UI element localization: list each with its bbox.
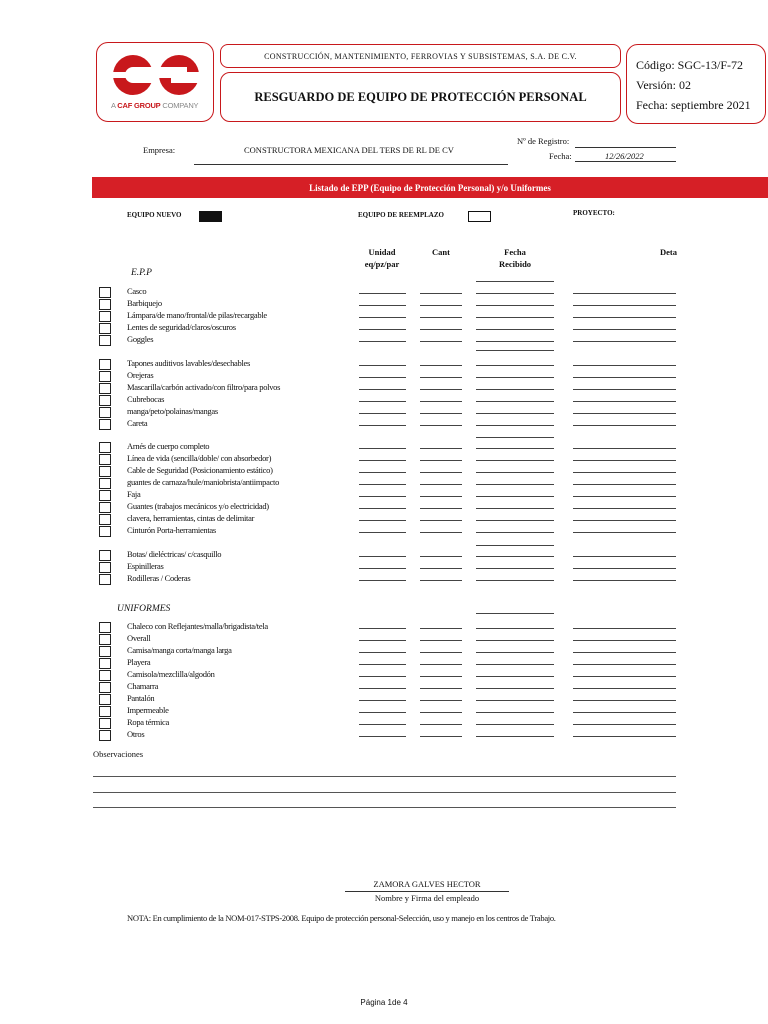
item-field-line[interactable] <box>476 317 554 318</box>
item-field-line[interactable] <box>359 317 406 318</box>
item-field-line[interactable] <box>420 700 462 701</box>
item-label: Overall <box>127 633 151 643</box>
item-label: guantes de carnaza/hule/maniobrista/antiimpacto <box>127 477 280 487</box>
equipo-reemplazo-checkbox[interactable] <box>468 211 491 222</box>
item-field-line[interactable] <box>476 652 554 653</box>
item-field-line[interactable] <box>573 305 676 306</box>
item-field-line[interactable] <box>476 448 554 449</box>
column-cant: Cant <box>432 247 450 257</box>
item-field-line[interactable] <box>359 556 406 557</box>
item-checkbox[interactable] <box>99 419 111 430</box>
registro-label: Nº de Registro: <box>517 136 570 146</box>
item-field-line[interactable] <box>420 532 462 533</box>
column-fecha-line1: Fecha <box>504 247 526 257</box>
item-field-line[interactable] <box>359 448 406 449</box>
item-field-line[interactable] <box>420 389 462 390</box>
item-field-line[interactable] <box>573 688 676 689</box>
item-label: Lámpara/de mano/frontal/de pilas/recargable <box>127 310 267 320</box>
item-field-line[interactable] <box>476 688 554 689</box>
item-label: Rodilleras / Coderas <box>127 573 191 583</box>
item-field-line[interactable] <box>476 508 554 509</box>
item-field-line[interactable] <box>476 724 554 725</box>
equipo-nuevo-checkbox[interactable] <box>199 211 222 222</box>
item-checkbox[interactable] <box>99 730 111 741</box>
item-field-line[interactable] <box>573 532 676 533</box>
item-field-line[interactable] <box>359 640 406 641</box>
item-field-line[interactable] <box>476 350 554 351</box>
item-field-line[interactable] <box>573 736 676 737</box>
item-checkbox[interactable] <box>99 526 111 537</box>
item-field-line[interactable] <box>476 640 554 641</box>
item-label: Cinturón Porta-herramientas <box>127 525 216 535</box>
item-field-line[interactable] <box>420 580 462 581</box>
item-label: Mascarilla/carbón activado/con filtro/para polvos <box>127 382 281 392</box>
empresa-underline <box>194 164 508 165</box>
item-checkbox[interactable] <box>99 718 111 729</box>
item-field-line[interactable] <box>359 365 406 366</box>
registro-underline <box>575 147 676 148</box>
item-checkbox[interactable] <box>99 694 111 705</box>
item-label: Barbiquejo <box>127 298 162 308</box>
item-field-line[interactable] <box>476 613 554 614</box>
item-field-line[interactable] <box>573 448 676 449</box>
item-field-line[interactable] <box>476 377 554 378</box>
item-field-line[interactable] <box>573 724 676 725</box>
item-field-line[interactable] <box>420 305 462 306</box>
item-field-line[interactable] <box>573 484 676 485</box>
item-label: Cable de Seguridad (Posicionamiento estático) <box>127 465 273 475</box>
item-field-line[interactable] <box>476 580 554 581</box>
item-checkbox[interactable] <box>99 442 111 453</box>
item-field-line[interactable] <box>476 401 554 402</box>
empresa-label: Empresa: <box>143 145 176 155</box>
item-field-line[interactable] <box>359 532 406 533</box>
item-field-line[interactable] <box>476 664 554 665</box>
item-checkbox[interactable] <box>99 383 111 394</box>
item-field-line[interactable] <box>573 640 676 641</box>
item-field-line[interactable] <box>420 628 462 629</box>
item-label: Botas/ dieléctricas/ c/casquillo <box>127 549 222 559</box>
item-field-line[interactable] <box>359 724 406 725</box>
item-field-line[interactable] <box>476 556 554 557</box>
item-field-line[interactable] <box>573 676 676 677</box>
item-checkbox[interactable] <box>99 287 111 298</box>
fecha-value[interactable]: 12/26/2022 <box>605 151 644 161</box>
item-field-line[interactable] <box>476 700 554 701</box>
item-field-line[interactable] <box>573 556 676 557</box>
item-field-line[interactable] <box>420 520 462 521</box>
item-field-line[interactable] <box>359 472 406 473</box>
item-field-line[interactable] <box>573 401 676 402</box>
item-field-line[interactable] <box>420 484 462 485</box>
page-number: Página 1de 4 <box>360 998 408 1007</box>
item-checkbox[interactable] <box>99 682 111 693</box>
item-label: Cubrebocas <box>127 394 165 404</box>
item-field-line[interactable] <box>420 329 462 330</box>
item-field-line[interactable] <box>359 628 406 629</box>
item-field-line[interactable] <box>359 329 406 330</box>
item-label: Espinilleras <box>127 561 164 571</box>
item-field-line[interactable] <box>359 700 406 701</box>
item-label: Otros <box>127 729 145 739</box>
item-field-line[interactable] <box>420 460 462 461</box>
item-field-line[interactable] <box>420 640 462 641</box>
item-field-line[interactable] <box>476 545 554 546</box>
item-field-line[interactable] <box>359 389 406 390</box>
item-checkbox[interactable] <box>99 550 111 561</box>
item-field-line[interactable] <box>420 664 462 665</box>
item-field-line[interactable] <box>420 688 462 689</box>
item-field-line[interactable] <box>359 736 406 737</box>
item-checkbox[interactable] <box>99 323 111 334</box>
item-field-line[interactable] <box>573 425 676 426</box>
item-field-line[interactable] <box>420 652 462 653</box>
item-checkbox[interactable] <box>99 562 111 573</box>
item-field-line[interactable] <box>359 652 406 653</box>
document-date: Fecha: septiembre 2021 <box>636 98 751 112</box>
item-field-line[interactable] <box>573 700 676 701</box>
item-field-line[interactable] <box>359 664 406 665</box>
item-label: Goggles <box>127 334 154 344</box>
logo-box <box>96 42 214 122</box>
item-label: Faja <box>127 489 141 499</box>
proyecto-label: PROYECTO: <box>573 209 615 217</box>
item-field-line[interactable] <box>476 413 554 414</box>
column-fecha-line2: Recibido <box>498 259 532 269</box>
item-field-line[interactable] <box>359 712 406 713</box>
item-checkbox[interactable] <box>99 335 111 346</box>
item-field-line[interactable] <box>573 712 676 713</box>
item-field-line[interactable] <box>573 472 676 473</box>
item-field-line[interactable] <box>420 508 462 509</box>
equipo-nuevo-label: EQUIPO NUEVO <box>127 211 182 219</box>
item-checkbox[interactable] <box>99 706 111 717</box>
item-field-line[interactable] <box>573 365 676 366</box>
item-field-line[interactable] <box>420 712 462 713</box>
item-label: Orejeras <box>127 370 154 380</box>
item-checkbox[interactable] <box>99 311 111 322</box>
document-code: Código: SGC-13/F-72 <box>636 58 744 72</box>
item-checkbox[interactable] <box>99 454 111 465</box>
item-field-line[interactable] <box>359 413 406 414</box>
item-checkbox[interactable] <box>99 514 111 525</box>
column-fecha-recibido <box>476 246 554 270</box>
section-uniformes: UNIFORMES <box>117 604 171 614</box>
item-field-line[interactable] <box>573 496 676 497</box>
item-field-line[interactable] <box>420 365 462 366</box>
observaciones-line[interactable] <box>93 776 676 777</box>
item-label: Casco <box>127 286 147 296</box>
item-label: manga/peto/polainas/mangas <box>127 406 218 416</box>
item-field-line[interactable] <box>420 377 462 378</box>
item-field-line[interactable] <box>359 580 406 581</box>
fecha-label: Fecha: <box>549 151 572 161</box>
company-logo <box>113 53 201 99</box>
item-field-line[interactable] <box>573 568 676 569</box>
item-label: Careta <box>127 418 148 428</box>
item-field-line[interactable] <box>573 580 676 581</box>
item-field-line[interactable] <box>573 317 676 318</box>
item-field-line[interactable] <box>476 676 554 677</box>
item-label: Camisa/manga corta/manga larga <box>127 645 232 655</box>
item-field-line[interactable] <box>359 508 406 509</box>
item-label: clavera, herramientas, cintas de delimitar <box>127 513 255 523</box>
item-checkbox[interactable] <box>99 395 111 406</box>
item-checkbox[interactable] <box>99 359 111 370</box>
employee-name: ZAMORA GALVES HECTOR <box>373 879 481 889</box>
item-field-line[interactable] <box>420 425 462 426</box>
item-field-line[interactable] <box>573 664 676 665</box>
item-field-line[interactable] <box>420 556 462 557</box>
column-unidad-line2: eq/pz/par <box>364 259 400 269</box>
item-field-line[interactable] <box>476 365 554 366</box>
item-field-line[interactable] <box>476 460 554 461</box>
empresa-value[interactable]: CONSTRUCTORA MEXICANA DEL TERS DE RL DE CV <box>244 145 454 155</box>
item-field-line[interactable] <box>573 389 676 390</box>
item-field-line[interactable] <box>359 305 406 306</box>
item-field-line[interactable] <box>420 676 462 677</box>
item-field-line[interactable] <box>359 377 406 378</box>
column-unidad <box>356 246 408 270</box>
item-field-line[interactable] <box>573 460 676 461</box>
nom-note: NOTA: En cumplimiento de la NOM-017-STPS-2008. Equipo de protección personal-Selección, uso y manejo en los centros de Trabajo. <box>127 913 556 923</box>
item-label: Línea de vida (sencilla/doble/ con absorbedor) <box>127 453 272 463</box>
item-label: Guantes (trabajos mecánicos y/o electricidad) <box>127 501 269 511</box>
item-label: Arnés de cuerpo completo <box>127 441 210 451</box>
item-field-line[interactable] <box>359 425 406 426</box>
item-checkbox[interactable] <box>99 490 111 501</box>
item-checkbox[interactable] <box>99 502 111 513</box>
item-field-line[interactable] <box>420 293 462 294</box>
item-field-line[interactable] <box>420 413 462 414</box>
item-field-line[interactable] <box>573 413 676 414</box>
observaciones-line[interactable] <box>93 807 676 808</box>
item-field-line[interactable] <box>359 293 406 294</box>
item-field-line[interactable] <box>476 281 554 282</box>
item-field-line[interactable] <box>476 472 554 473</box>
item-field-line[interactable] <box>476 305 554 306</box>
company-name: CONSTRUCCIÓN, MANTENIMIENTO, FERROVIAS Y SUBSISTEMAS, S.A. DE C.V. <box>220 44 621 68</box>
item-field-line[interactable] <box>476 389 554 390</box>
item-label: Lentes de seguridad/claros/oscuros <box>127 322 236 332</box>
item-field-line[interactable] <box>476 484 554 485</box>
item-field-line[interactable] <box>476 329 554 330</box>
item-field-line[interactable] <box>476 568 554 569</box>
item-field-line[interactable] <box>476 736 554 737</box>
fecha-underline <box>575 161 676 162</box>
item-field-line[interactable] <box>420 496 462 497</box>
document-version: Versión: 02 <box>636 78 691 92</box>
item-field-line[interactable] <box>359 568 406 569</box>
item-field-line[interactable] <box>573 329 676 330</box>
item-checkbox[interactable] <box>99 622 111 633</box>
item-field-line[interactable] <box>420 568 462 569</box>
signature-caption: Nombre y Firma del empleado <box>374 893 480 903</box>
item-checkbox[interactable] <box>99 407 111 418</box>
logo-tagline: A CAF GROUP COMPANY <box>111 101 199 110</box>
item-label: Ropa térmica <box>127 717 169 727</box>
item-field-line[interactable] <box>476 532 554 533</box>
item-field-line[interactable] <box>476 712 554 713</box>
item-label: Pantalón <box>127 693 155 703</box>
item-field-line[interactable] <box>476 293 554 294</box>
item-field-line[interactable] <box>476 341 554 342</box>
item-field-line[interactable] <box>359 520 406 521</box>
section-epp: E.P.P <box>131 268 152 278</box>
item-field-line[interactable] <box>476 496 554 497</box>
item-field-line[interactable] <box>420 341 462 342</box>
column-detalle: Deta <box>660 247 677 257</box>
signature-line[interactable] <box>345 891 509 892</box>
item-field-line[interactable] <box>359 676 406 677</box>
list-banner: Listado de EPP (Equipo de Protección Personal) y/o Uniformes <box>92 177 768 198</box>
equipo-reemplazo-label: EQUIPO DE REEMPLAZO <box>358 211 444 219</box>
item-field-line[interactable] <box>573 520 676 521</box>
column-unidad-line1: Unidad <box>368 247 396 257</box>
item-checkbox[interactable] <box>99 478 111 489</box>
item-checkbox[interactable] <box>99 299 111 310</box>
item-field-line[interactable] <box>573 652 676 653</box>
item-field-line[interactable] <box>359 341 406 342</box>
item-label: Impermeable <box>127 705 169 715</box>
item-checkbox[interactable] <box>99 466 111 477</box>
item-label: Chaleco con Reflejantes/malla/brigadista/tela <box>127 621 268 631</box>
document-title: RESGUARDO DE EQUIPO DE PROTECCIÓN PERSONAL <box>220 72 621 122</box>
item-field-line[interactable] <box>476 437 554 438</box>
item-field-line[interactable] <box>359 401 406 402</box>
item-field-line[interactable] <box>420 448 462 449</box>
item-checkbox[interactable] <box>99 646 111 657</box>
item-checkbox[interactable] <box>99 658 111 669</box>
item-field-line[interactable] <box>476 628 554 629</box>
item-field-line[interactable] <box>573 508 676 509</box>
item-field-line[interactable] <box>573 377 676 378</box>
item-field-line[interactable] <box>359 688 406 689</box>
item-field-line[interactable] <box>573 341 676 342</box>
item-field-line[interactable] <box>420 317 462 318</box>
item-checkbox[interactable] <box>99 574 111 585</box>
item-field-line[interactable] <box>420 401 462 402</box>
item-checkbox[interactable] <box>99 371 111 382</box>
item-field-line[interactable] <box>420 724 462 725</box>
item-label: Playera <box>127 657 151 667</box>
item-label: Chamarra <box>127 681 159 691</box>
item-checkbox[interactable] <box>99 670 111 681</box>
item-field-line[interactable] <box>573 293 676 294</box>
item-field-line[interactable] <box>420 472 462 473</box>
item-field-line[interactable] <box>476 425 554 426</box>
item-checkbox[interactable] <box>99 634 111 645</box>
observaciones-label: Observaciones <box>93 749 144 759</box>
item-field-line[interactable] <box>359 460 406 461</box>
item-field-line[interactable] <box>420 736 462 737</box>
item-field-line[interactable] <box>359 484 406 485</box>
item-field-line[interactable] <box>476 520 554 521</box>
observaciones-line[interactable] <box>93 792 676 793</box>
document-control-box <box>626 44 766 124</box>
item-field-line[interactable] <box>573 628 676 629</box>
item-label: Camisola/mezclilla/algodón <box>127 669 215 679</box>
item-label: Tapones auditivos lavables/desechables <box>127 358 251 368</box>
item-field-line[interactable] <box>359 496 406 497</box>
